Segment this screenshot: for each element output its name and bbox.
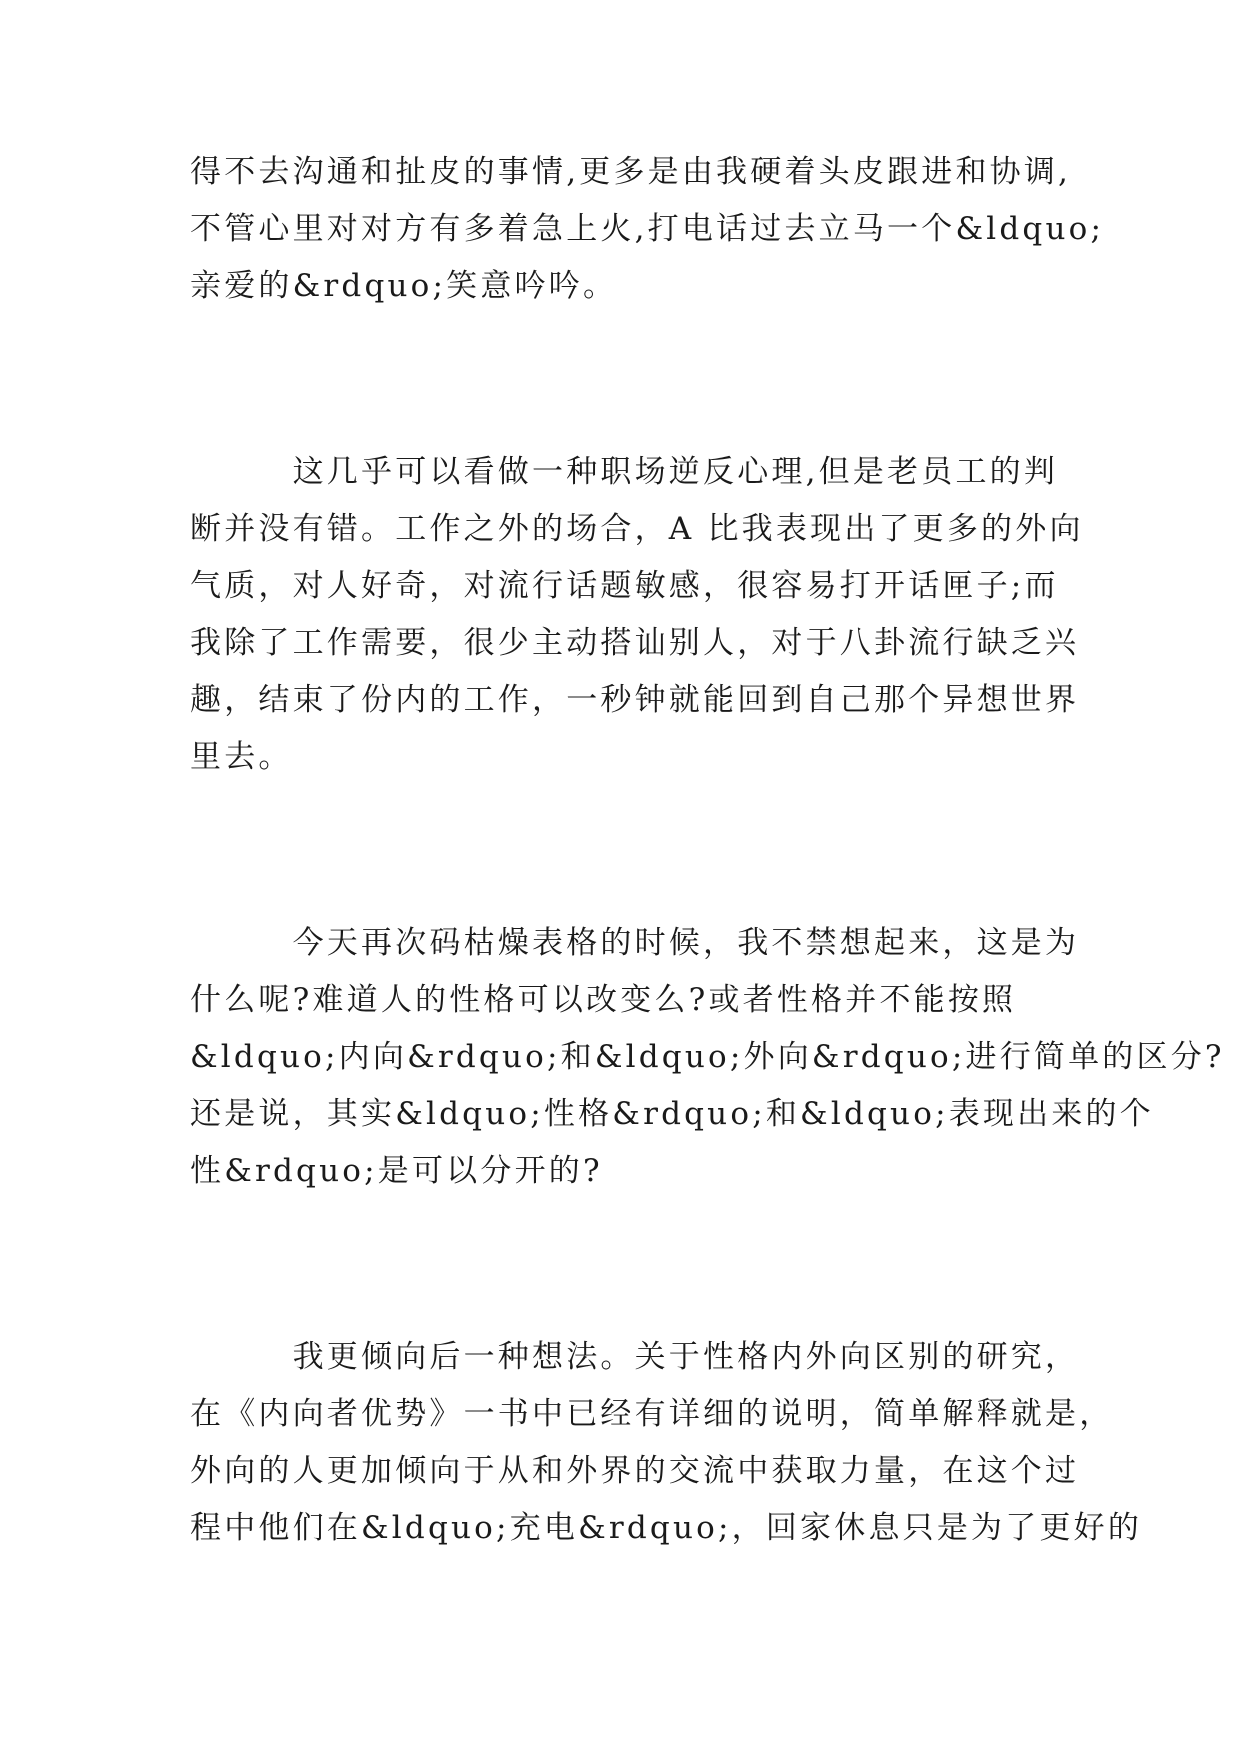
text-line: 今天再次码枯燥表格的时候，我不禁想起来，这是为 [190, 925, 1080, 961]
text-line: 这几乎可以看做一种职场逆反心理,但是老员工的判 [190, 454, 1059, 490]
text-line: 得不去沟通和扯皮的事情,更多是由我硬着头皮跟进和协调, [190, 154, 1072, 190]
text-line: 断并没有错。工作之外的场合，A 比我表现出了更多的外向 [190, 511, 1084, 547]
text-line: 外向的人更加倾向于从和外界的交流中获取力量，在这个过 [190, 1453, 1080, 1489]
text-line: 性&rdquo;是可以分开的? [190, 1153, 603, 1189]
text-line: 气质，对人好奇，对流行话题敏感，很容易打开话匣子;而 [190, 568, 1059, 604]
text-line: 我更倾向后一种想法。关于性格内外向区别的研究， [190, 1339, 1080, 1375]
text-line: 什么呢?难道人的性格可以改变么?或者性格并不能按照 [190, 982, 1017, 1018]
text-line: 程中他们在&ldquo;充电&rdquo;，回家休息只是为了更好的 [190, 1510, 1143, 1546]
text-line: 亲爱的&rdquo;笑意吟吟。 [190, 268, 618, 304]
text-line: &ldquo;内向&rdquo;和&ldquo;外向&rdquo;进行简单的区分? [190, 1039, 1225, 1075]
text-line: 趣，结束了份内的工作，一秒钟就能回到自己那个异想世界 [190, 682, 1080, 718]
text-line: 不管心里对对方有多着急上火,打电话过去立马一个&ldquo; [190, 211, 1105, 247]
text-line: 还是说，其实&ldquo;性格&rdquo;和&ldquo;表现出来的个 [190, 1096, 1154, 1132]
text-line: 里去。 [190, 739, 293, 775]
text-line: 我除了工作需要，很少主动搭讪别人，对于八卦流行缺乏兴 [190, 625, 1080, 661]
text-line: 在《内向者优势》一书中已经有详细的说明，简单解释就是， [190, 1396, 1114, 1432]
